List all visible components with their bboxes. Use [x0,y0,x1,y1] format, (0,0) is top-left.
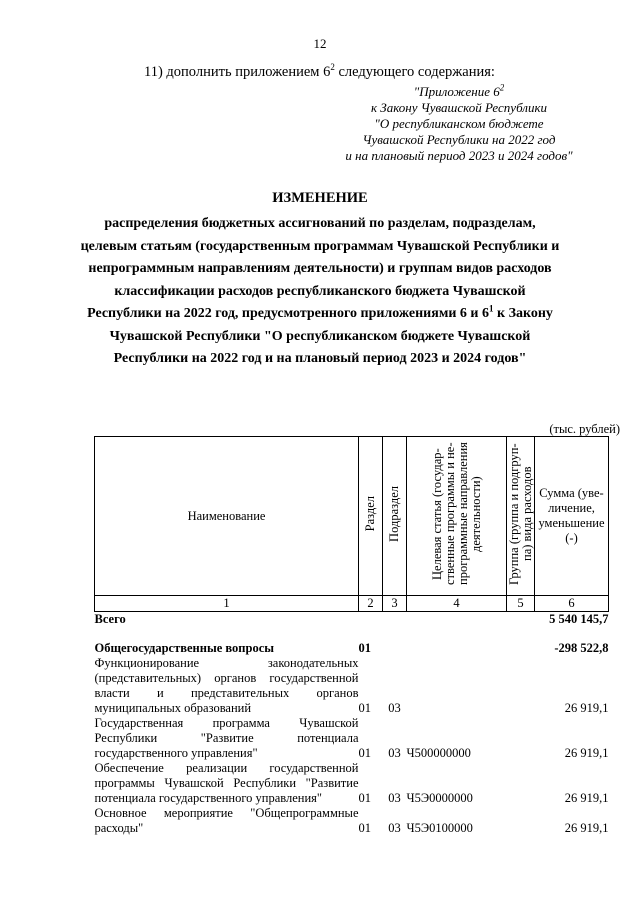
col-number: 1 [95,596,359,612]
table-row [95,761,609,806]
intro-text [144,64,495,81]
subtitle-part1: распределения бюджетных ассигнований по разделам, подразделам, целевым статьям (государственным программам Чувашской Республики и непрограммным направлениям деятельности) и группам видов расходов классификации расходов республиканского бюджета Чувашской Республики на 2022 год, предусмотренного приложениями 6 и 6 [80,216,560,321]
row-summa: 26 919,1 [564,821,609,835]
row-tselevaya: Ч500000000 [406,746,471,760]
appendix-line4: Чувашской Республики на 2022 год [362,132,556,147]
row-tselevaya: Ч5Э0100000 [406,821,473,835]
row-podrazdel: 03 [388,821,401,835]
row-name: Общегосударственные вопросы [94,641,275,655]
row-name: Всего [94,612,126,626]
row-gruppa [507,806,535,836]
header-gruppa: Группа (группа и подгруп-па) вида расходов [507,437,535,596]
table-row [95,641,609,656]
col-number: 5 [507,596,535,612]
row-summa: 26 919,1 [564,701,609,715]
row-tselevaya [407,641,507,656]
row-summa: 26 919,1 [564,791,609,805]
row-name: Обеспечение реализации государственной программы Чувашской Республики "Развитие потенциала государственного управления" [94,761,359,805]
row-razdel [359,612,383,628]
row-podrazdel: 03 [388,791,401,805]
row-summa: -298 522,8 [554,641,609,655]
intro-after: следующего содержания: [334,64,495,80]
budget-table [94,436,609,836]
appendix-line2: к Закону Чувашской Республики [370,100,548,115]
table-row [95,806,609,836]
row-podrazdel [383,612,407,628]
header-razdel: Раздел [359,437,383,596]
row-gruppa [507,761,535,806]
row-gruppa [507,716,535,761]
row-podrazdel: 03 [388,701,401,715]
row-tselevaya [407,612,507,628]
row-gruppa [507,612,535,628]
row-gruppa [507,641,535,656]
row-summa: 26 919,1 [564,746,609,760]
col-number: 6 [535,596,609,612]
table-header-row [95,437,609,596]
subtitle-part2: к Закону Чувашской Республики "О республиканском бюджете Чувашской Республики на 2022 год и на плановый период 2023 и 2024 годов" [109,306,553,366]
row-name: Основное мероприятие "Общепрограммные расходы" [94,806,359,835]
row-razdel: 01 [358,821,371,835]
appendix-header [320,84,598,164]
row-gruppa [507,656,535,716]
row-name: Государственная программа Чувашской Республики "Развитие потенциала государственного управления" [94,716,359,760]
table-row [95,716,609,761]
header-tselevaya: Целевая статья (государ-ственные программы и не-программные направления деятельности) [407,437,507,596]
appendix-line3: "О республиканском бюджете [374,116,544,131]
row-razdel: 01 [358,791,371,805]
header-name: Наименование [95,437,359,596]
col-number: 3 [383,596,407,612]
header-podrazdel: Подраздел [383,437,407,596]
document-title: ИЗМЕНЕНИЕ [272,190,368,206]
table-row [95,612,609,628]
row-name: Функционирование законодательных (представительных) органов государственной власти и представительных органов муниципальных образований [94,656,359,715]
row-razdel: 01 [358,701,371,715]
table-row [95,656,609,716]
row-tselevaya: Ч5Э0000000 [406,791,473,805]
subtitle-sup: 1 [489,303,494,314]
row-summa: 5 540 145,7 [549,612,609,626]
row-razdel: 01 [358,641,371,655]
row-podrazdel [383,641,407,656]
col-number: 2 [359,596,383,612]
row-tselevaya [407,656,507,716]
header-summa: Сумма (уве-личение, уменьшение (-) [535,437,609,596]
row-razdel: 01 [358,746,371,760]
column-number-row [95,596,609,612]
unit-label: (тыс. рублей) [549,422,620,436]
appendix-line5: и на плановый период 2023 и 2024 годов" [345,148,573,163]
page-number: 12 [313,36,327,51]
col-number: 4 [407,596,507,612]
appendix-line1-sup: 2 [499,82,505,93]
intro-main: 11) дополнить приложением 6 [144,64,331,80]
row-podrazdel: 03 [388,746,401,760]
intro-sup: 2 [330,62,335,73]
appendix-line1: "Приложение 6 [413,84,500,99]
document-subtitle [80,213,560,371]
